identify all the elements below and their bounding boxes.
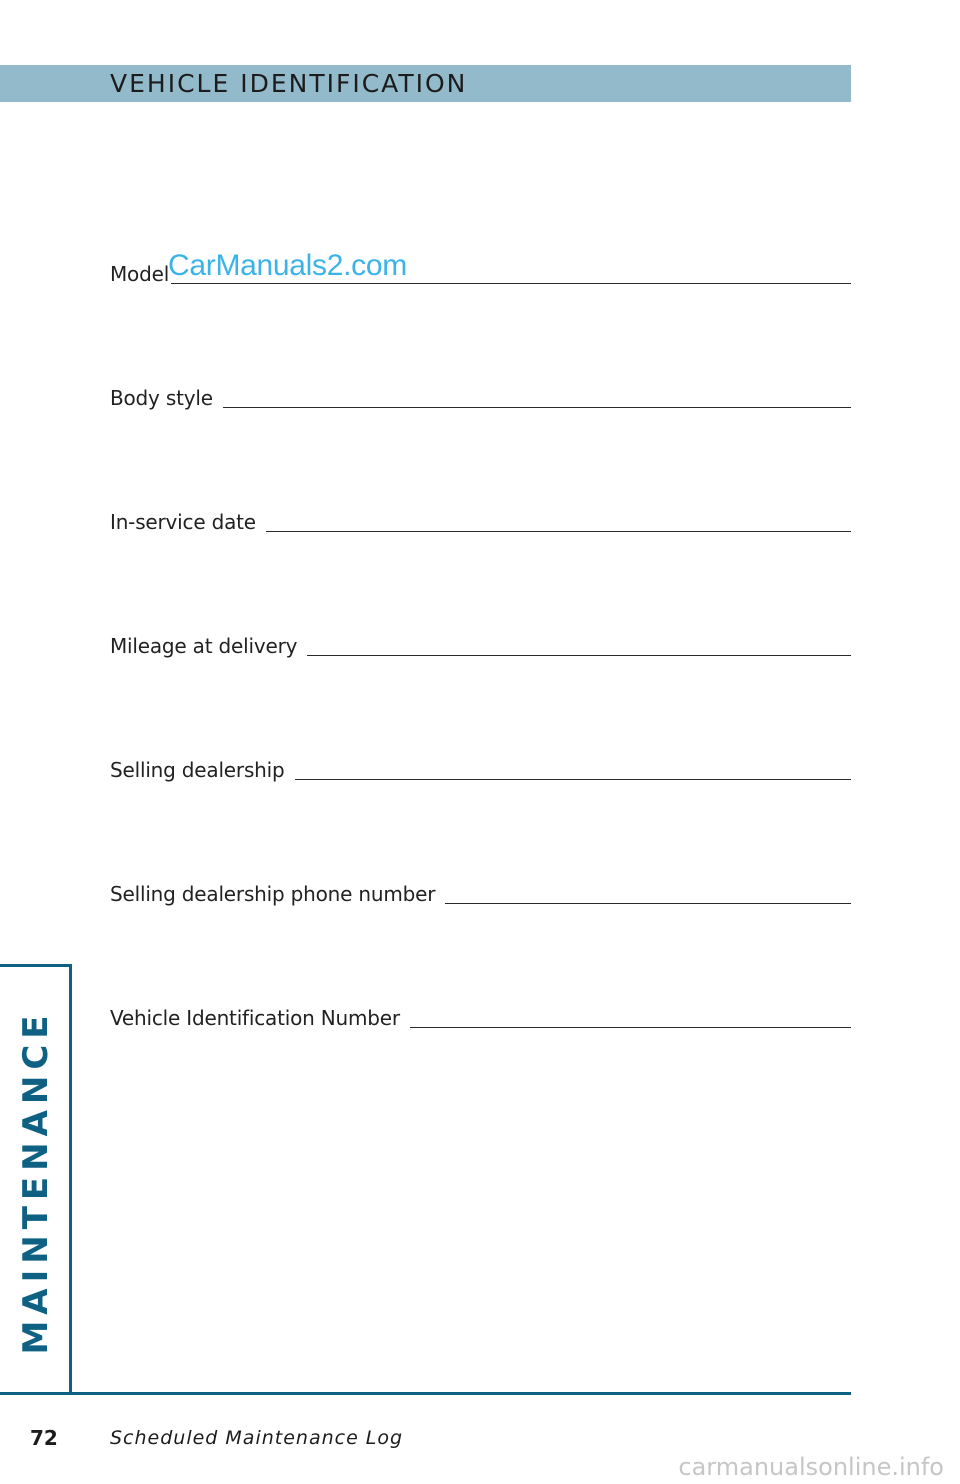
page-number: 72 — [30, 1426, 58, 1450]
field-label-in-service-date: In-service date — [110, 510, 256, 534]
field-line-in-service-date[interactable] — [266, 530, 851, 532]
field-line-selling-dealership[interactable] — [295, 778, 852, 780]
field-in-service-date — [110, 498, 851, 534]
section-title: VEHICLE IDENTIFICATION — [110, 69, 468, 98]
field-mileage-at-delivery — [110, 622, 851, 658]
field-label-vehicle-identification-number: Vehicle Identification Number — [110, 1006, 400, 1030]
field-selling-dealership — [110, 746, 851, 782]
site-watermark: carmanualsonline.info — [678, 1453, 944, 1481]
field-label-body-style: Body style — [110, 386, 213, 410]
footer-title: Scheduled Maintenance Log — [110, 1427, 404, 1449]
field-line-vehicle-identification-number[interactable] — [410, 1026, 851, 1028]
field-line-body-style[interactable] — [223, 406, 851, 408]
field-selling-dealership-phone — [110, 870, 851, 906]
field-label-selling-dealership: Selling dealership — [110, 758, 285, 782]
field-label-selling-dealership-phone: Selling dealership phone number — [110, 882, 436, 906]
field-vehicle-identification-number — [110, 994, 851, 1030]
field-label-model: Model — [110, 262, 170, 286]
footer-rule — [0, 1392, 851, 1395]
field-line-selling-dealership-phone[interactable] — [445, 902, 851, 904]
side-tab-label: MAINTENANCE — [16, 1009, 56, 1355]
field-label-mileage-at-delivery: Mileage at delivery — [110, 634, 298, 658]
watermark-overlay: CarManuals2.com — [168, 249, 407, 282]
field-body-style — [110, 374, 851, 410]
field-line-mileage-at-delivery[interactable] — [307, 654, 851, 656]
